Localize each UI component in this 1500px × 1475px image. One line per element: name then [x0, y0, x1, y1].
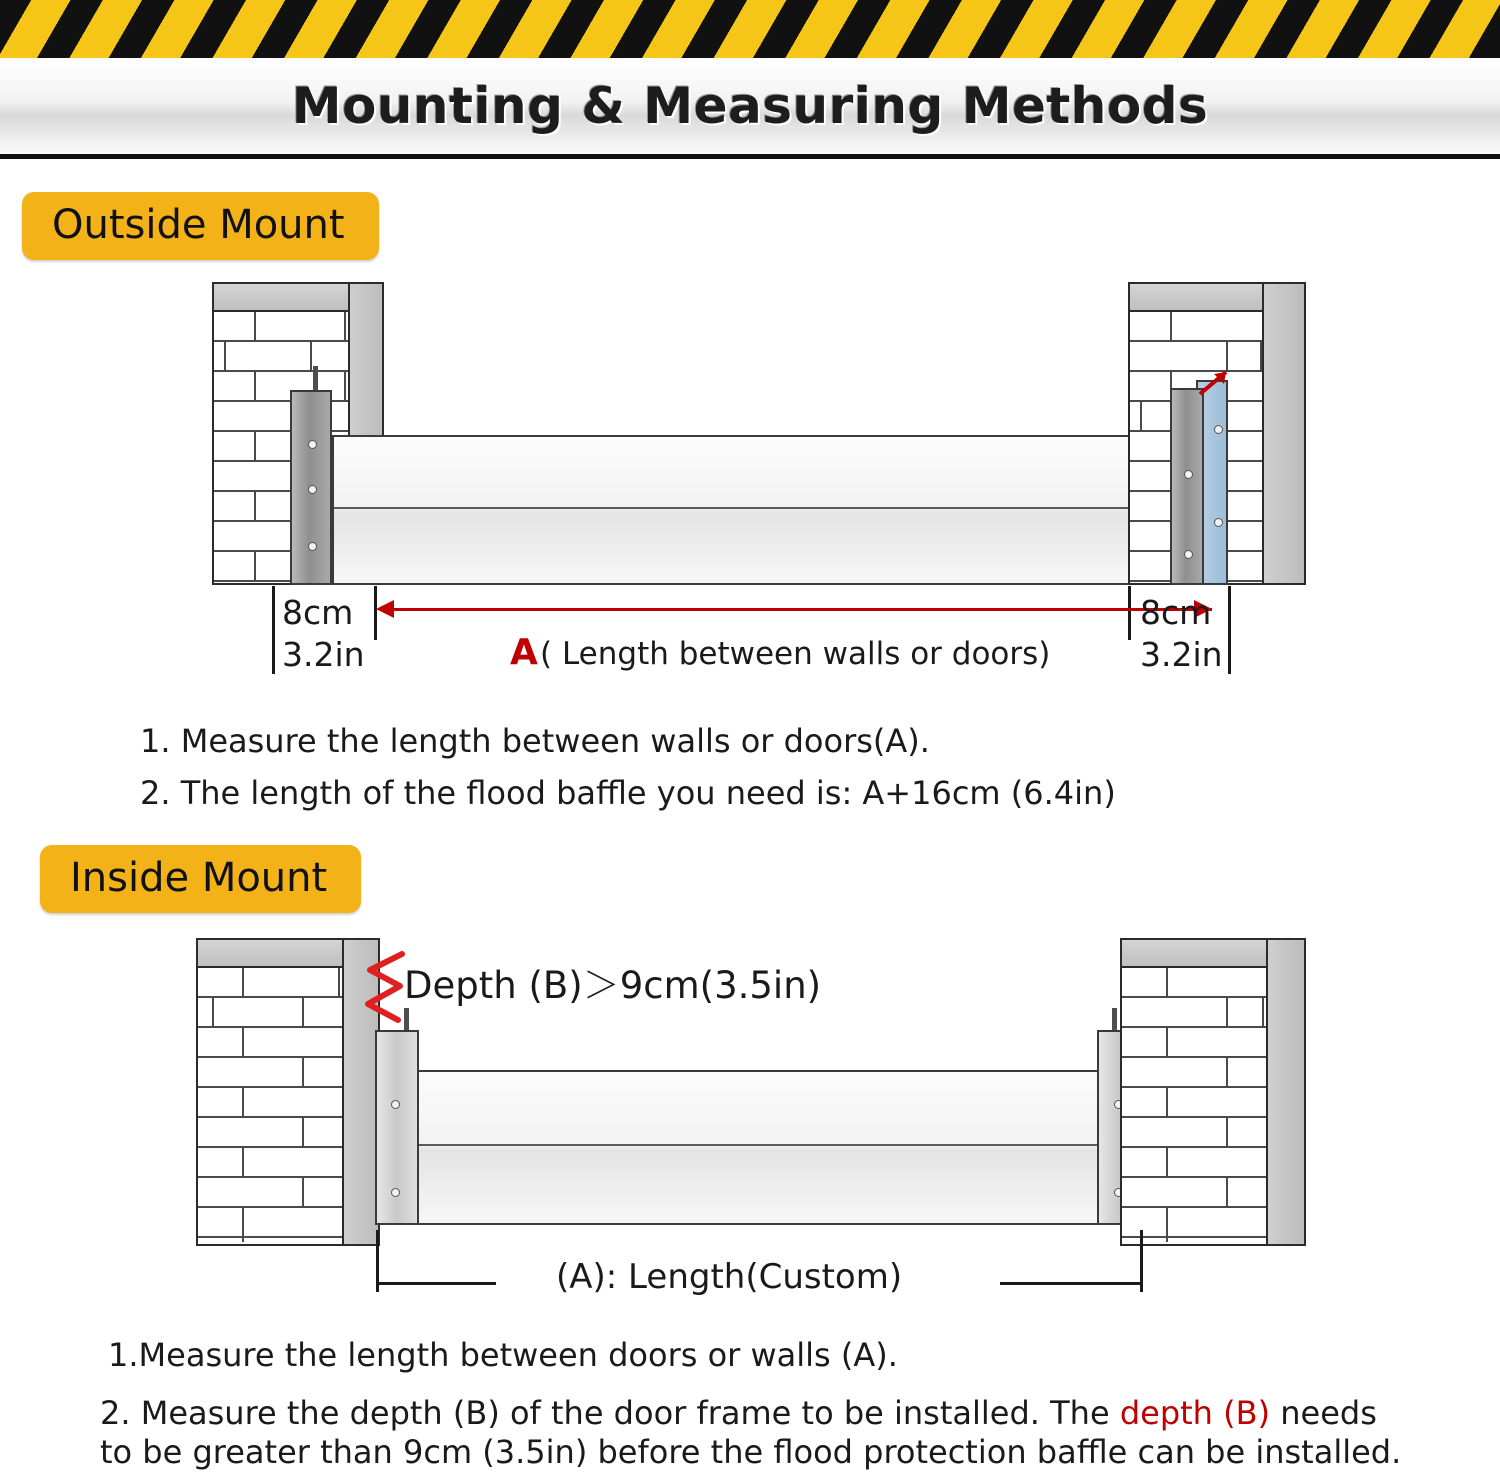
inside-length-caption: (A): Length(Custom) — [556, 1257, 903, 1297]
right-gap-cm-label: 8cm — [1140, 593, 1212, 632]
title-plate — [0, 58, 1500, 159]
inside-step-2-line-2 — [100, 1432, 1401, 1473]
right-gap-in-label: 3.2in — [1140, 635, 1223, 674]
dimension-arrow-left — [376, 600, 394, 618]
left-bracket-screw-mid — [308, 485, 317, 494]
section-label-inside-mount: Inside Mount — [40, 845, 361, 913]
outside-step-2: 2. The length of the flood baffle you need is: A+16cm (6.4in) — [140, 774, 1116, 812]
inside-step-2-highlight: depth (B) — [1119, 1394, 1271, 1432]
left-bracket-screw-bottom — [308, 542, 317, 551]
hazard-stripe-icon — [0, 0, 1500, 63]
inside-dim-line-right — [1000, 1282, 1142, 1285]
inside-left-bracket-screw-bottom — [391, 1188, 400, 1197]
inside-left-bracket-screw-top — [391, 1100, 400, 1109]
inside-dim-line-left — [376, 1282, 496, 1285]
inside-step-1: 1.Measure the length between doors or walls (A). — [108, 1336, 898, 1374]
dimension-line-a — [392, 608, 1212, 611]
flood-baffle-panel — [332, 435, 1192, 585]
left-gap-cm-label: 8cm — [282, 593, 354, 632]
inside-step-2-text-b: needs — [1270, 1394, 1377, 1432]
left-gap-in-label: 3.2in — [282, 635, 365, 674]
right-gasket-screw-bottom — [1214, 518, 1223, 527]
inside-step-2-text-a: 2. Measure the depth (B) of the door frame to be installed. The — [100, 1394, 1120, 1432]
inside-flood-baffle-panel — [417, 1070, 1107, 1225]
left-bracket-screw-top — [308, 440, 317, 449]
dim-tick-left-outer — [272, 586, 275, 674]
right-bracket-screw-bottom — [1184, 550, 1193, 559]
right-bracket-screw-top — [1184, 470, 1193, 479]
install-direction-arrow-icon — [1196, 366, 1236, 406]
page-title: Mounting & Measuring Methods — [291, 77, 1209, 135]
outside-step-1: 1. Measure the length between walls or doors(A). — [140, 722, 930, 760]
inside-step-2-line-1 — [100, 1393, 1377, 1434]
right-gasket-screw-top — [1214, 425, 1223, 434]
dimension-caption-a: ( Length between walls or doors) — [540, 636, 1051, 672]
inside-step-2-text-c: to be greater than 9cm (3.5in) before the flood protection baffle can be installed. — [100, 1433, 1402, 1471]
right-pillar-face — [1262, 282, 1306, 585]
section-label-outside-mount: Outside Mount — [22, 192, 379, 260]
outside-mount-diagram — [0, 270, 1500, 690]
dim-tick-right-inner — [1128, 586, 1131, 640]
header-banner — [0, 0, 1500, 160]
dim-tick-right-outer — [1228, 586, 1231, 674]
inside-right-pillar-face — [1266, 938, 1306, 1246]
depth-requirement-label: Depth (B)＞9cm(3.5in) — [404, 964, 822, 1007]
dimension-letter-a: A — [510, 632, 538, 673]
